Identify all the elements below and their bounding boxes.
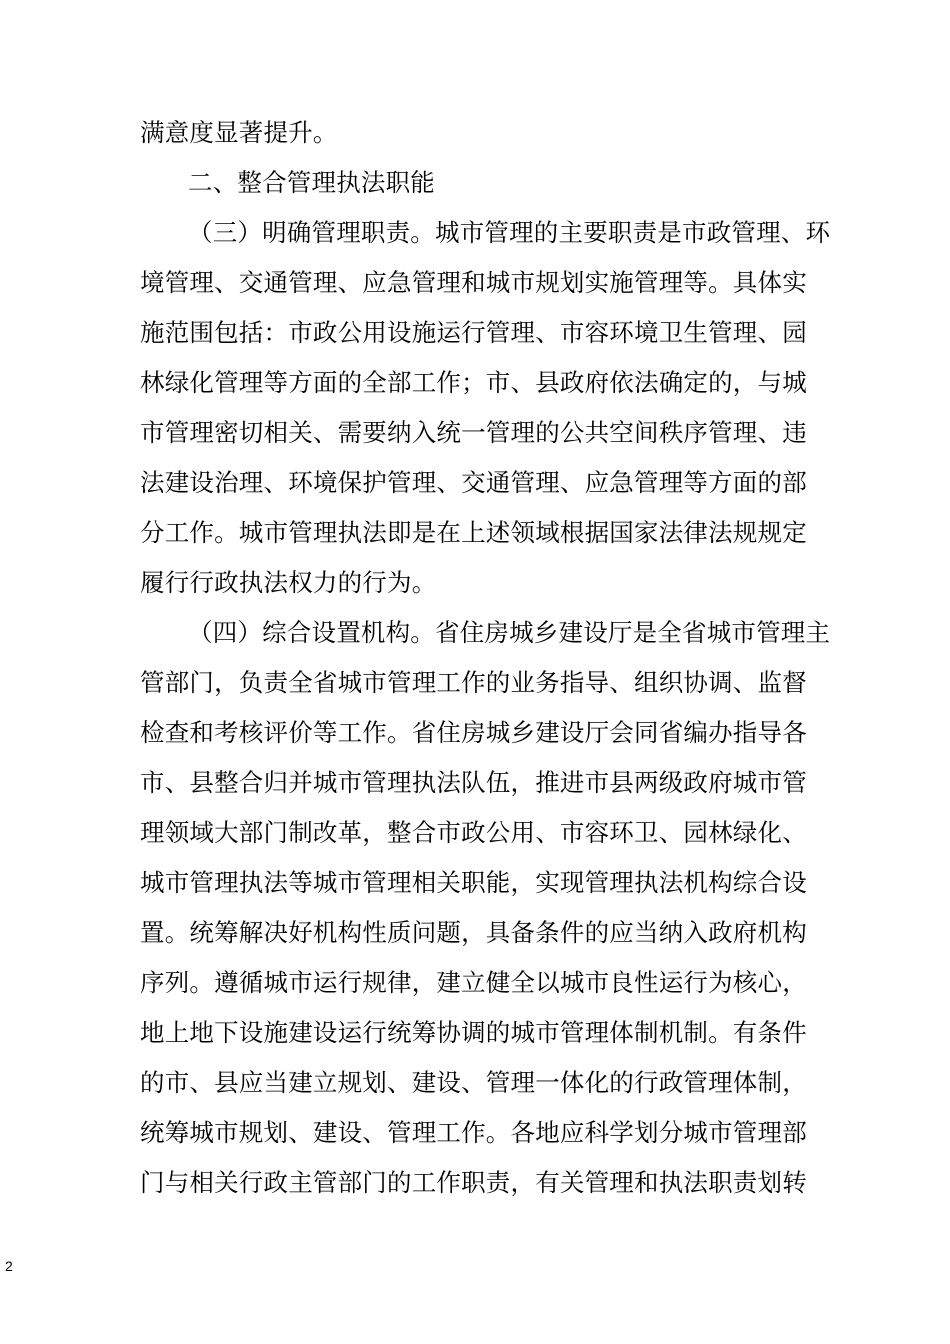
text-line: 统筹城市规划、建设、管理工作。各地应科学划分城市管理部 bbox=[140, 1118, 807, 1147]
text-line: 分工作。城市管理执法即是在上述领域根据国家法律法规规定 bbox=[140, 518, 807, 547]
section-heading: 二、整合管理执法职能 bbox=[188, 168, 435, 197]
text-line: 序列。遵循城市运行规律，建立健全以城市良性运行为核心， bbox=[140, 968, 807, 997]
text-line: 市、县整合归并城市管理执法队伍，推进市县两级政府城市管 bbox=[140, 768, 807, 797]
page-number: 2 bbox=[5, 1258, 13, 1274]
text-line: 理领域大部门制改革，整合市政公用、市容环卫、园林绿化、 bbox=[140, 818, 807, 847]
text-line: 市管理密切相关、需要纳入统一管理的公共空间秩序管理、违 bbox=[140, 418, 807, 447]
text-line: 城市管理执法等城市管理相关职能，实现管理执法机构综合设 bbox=[140, 868, 807, 897]
text-line: 满意度显著提升。 bbox=[140, 118, 338, 147]
text-line: 的市、县应当建立规划、建设、管理一体化的行政管理体制， bbox=[140, 1068, 807, 1097]
text-line: 管部门，负责全省城市管理工作的业务指导、组织协调、监督 bbox=[140, 668, 807, 697]
text-line: 林绿化管理等方面的全部工作；市、县政府依法确定的，与城 bbox=[140, 368, 807, 397]
text-line: （四）综合设置机构。省住房城乡建设厅是全省城市管理主 bbox=[188, 618, 831, 647]
text-line: 门与相关行政主管部门的工作职责，有关管理和执法职责划转 bbox=[140, 1168, 807, 1197]
text-line: 置。统筹解决好机构性质问题，具备条件的应当纳入政府机构 bbox=[140, 918, 807, 947]
text-line: 法建设治理、环境保护管理、交通管理、应急管理等方面的部 bbox=[140, 468, 807, 497]
text-line: 境管理、交通管理、应急管理和城市规划实施管理等。具体实 bbox=[140, 268, 807, 297]
text-line: 施范围包括：市政公用设施运行管理、市容环境卫生管理、园 bbox=[140, 318, 807, 347]
text-line: 履行行政执法权力的行为。 bbox=[140, 568, 437, 597]
text-line: （三）明确管理职责。城市管理的主要职责是市政管理、环 bbox=[188, 218, 831, 247]
text-line: 地上地下设施建设运行统筹协调的城市管理体制机制。有条件 bbox=[140, 1018, 807, 1047]
text-line: 检查和考核评价等工作。省住房城乡建设厅会同省编办指导各 bbox=[140, 718, 807, 747]
